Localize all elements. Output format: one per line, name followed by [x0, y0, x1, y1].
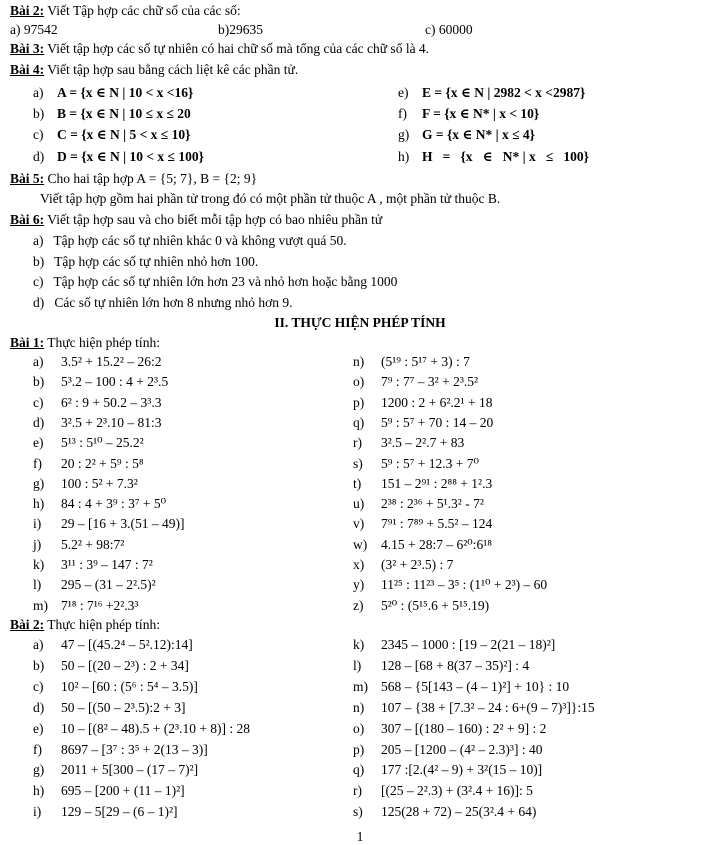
item-expression: 3.5² + 15.2² – 26:2 — [61, 354, 162, 369]
item-label: s) — [353, 804, 363, 820]
calc-exercise-2-heading — [10, 618, 160, 632]
calc-item — [33, 659, 189, 673]
item-label: f) — [33, 455, 42, 471]
item-label: r) — [353, 783, 362, 799]
calc-item — [353, 763, 542, 777]
item-label: s) — [353, 455, 363, 471]
calc-item — [353, 396, 492, 410]
calc-item — [33, 743, 208, 757]
calc-item — [353, 599, 489, 613]
list-item: c) Tập hợp các số tự nhiên lớn hơn 23 và nhỏ hơn hoặc bằng 1000 — [33, 274, 398, 289]
calc-item — [353, 375, 478, 389]
item-label: p) — [353, 741, 365, 757]
item-label: d) — [33, 414, 45, 430]
item-label: c) — [33, 394, 44, 410]
item-label: q) — [353, 762, 365, 778]
calc-item — [33, 396, 161, 410]
item-expression: [(25 – 2².3) + (3².4 + 16)]: 5 — [381, 783, 533, 799]
calc-item — [33, 375, 168, 389]
item-expression: 100 : 5² + 7.3² — [61, 475, 138, 491]
item-expression: 20 : 2² + 5⁹ : 5⁸ — [61, 455, 144, 471]
calc-item — [353, 436, 464, 450]
calc-item — [353, 457, 479, 471]
item-expression: 4.15 + 28:7 – 6²⁰:6¹⁸ — [381, 536, 492, 552]
calc-item — [33, 578, 156, 592]
item-expression: 8697 – [3⁷ : 3⁵ + 2(13 – 3)] — [61, 741, 208, 757]
list-item: a) Tập hợp các số tự nhiên khác 0 và không vượt quá 50. — [33, 233, 347, 248]
item-label: r) — [353, 435, 362, 451]
calc-item — [33, 457, 144, 471]
item-expression: 7¹⁸ : 7¹⁶ +2².3³ — [61, 597, 139, 613]
item-expression: 29 – [16 + 3.(51 – 49)] — [61, 516, 185, 532]
calc-item — [33, 722, 250, 736]
item-label: i) — [33, 516, 42, 532]
item-expression: 10 – [(8² – 48).5 + (2³.10 + 8)] : 28 — [61, 720, 251, 736]
calc-item — [33, 701, 186, 715]
item-label: a) — [33, 637, 44, 652]
item-label: x) — [353, 557, 365, 572]
item-expression: 695 – [200 + (11 – 1)²] — [61, 783, 185, 799]
item-label: h) — [33, 783, 45, 799]
calc-item — [353, 805, 536, 819]
exercise-title: Bài 5: — [10, 171, 45, 186]
exercise-title: Bài 4: — [10, 62, 45, 77]
calc-item — [33, 436, 144, 450]
set-item-b: b) B = {x ∈ N | 10 ≤ x ≤ 20 — [33, 106, 191, 121]
calc-item — [33, 763, 198, 777]
calc-item — [353, 638, 555, 652]
calc-item — [353, 722, 546, 736]
item-label: k) — [33, 557, 45, 572]
section-heading: II. THỰC HIỆN PHÉP TÍNH — [274, 315, 446, 330]
calc-item — [33, 477, 138, 491]
item-expression: 5⁹ : 5⁷ + 12.3 + 7⁰ — [381, 455, 479, 471]
item-expression: 2011 + 5[300 – (17 – 7)²] — [61, 762, 199, 778]
calc-item — [353, 701, 595, 715]
calc-item — [353, 743, 542, 757]
item-expression: 3¹¹ : 3⁹ – 147 : 7² — [61, 557, 153, 572]
item-label: o) — [353, 720, 365, 736]
set-item-e: e) E = {x ∈ N | 2982 < x <2987} — [398, 85, 586, 100]
item-expression: 107 – {38 + [7.3² – 24 : 6+(9 – 7)³]}:15 — [381, 699, 595, 715]
calc-item — [353, 578, 547, 592]
calc-item — [33, 538, 124, 552]
exercise-text: Cho hai tập hợp A = {5; 7}, B = {2; 9} — [44, 171, 258, 186]
exercise-2-b: b)29635 — [218, 22, 263, 37]
calc-item — [353, 680, 569, 694]
item-expression: 84 : 4 + 3⁹ : 3⁷ + 5⁰ — [61, 496, 167, 512]
item-expression: 1200 : 2 + 6².2¹ + 18 — [381, 394, 493, 410]
item-expression: 2³⁸ : 2³⁶ + 5¹.3² - 7² — [381, 496, 484, 512]
calc-item — [33, 355, 161, 369]
page-number: 1 — [356, 829, 364, 844]
exercise-text: Viết tập hợp sau và cho biết mỗi tập hợp có bao nhiêu phần tử — [44, 212, 383, 227]
calc-item — [33, 517, 184, 531]
exercise-title: Bài 1: — [10, 335, 45, 350]
item-expression: 50 – [(50 – 2³.5):2 + 3] — [61, 699, 186, 715]
item-label: l) — [33, 577, 42, 593]
item-label: q) — [353, 414, 365, 430]
calc-item — [353, 497, 484, 511]
item-label: t) — [353, 475, 362, 491]
exercise-3-heading — [10, 42, 429, 56]
item-expression: 205 – [1200 – (4² – 2.3)³] : 40 — [381, 741, 543, 757]
item-expression: 47 – [(45.2⁴ – 5².12):14] — [61, 637, 193, 652]
item-label: b) — [33, 657, 45, 673]
item-expression: 5¹³ : 5¹⁰ – 25.2² — [61, 435, 144, 451]
calc-item — [33, 805, 178, 819]
calc-item — [353, 659, 529, 673]
calc-item — [33, 784, 185, 798]
set-item-g: g) G = {x ∈ N* | x ≤ 4} — [398, 127, 535, 142]
calc-exercise-1-heading — [10, 336, 160, 350]
calc-item — [33, 558, 153, 572]
item-expression: 11²⁵ : 11²³ – 3⁵ : (1¹⁰ + 2³) – 60 — [381, 577, 548, 593]
exercise-text: Viết Tập hợp các chữ số của các số: — [44, 3, 241, 18]
calc-item — [353, 477, 492, 491]
item-label: z) — [353, 597, 364, 613]
item-expression: 129 – 5[29 – (6 – 1)²] — [61, 804, 178, 820]
item-label: n) — [353, 699, 365, 715]
calc-item — [353, 538, 492, 552]
item-expression: 295 – (31 – 2².5)² — [61, 577, 156, 593]
item-expression: 5³.2 – 100 : 4 + 2³.5 — [61, 374, 169, 390]
item-label: v) — [353, 516, 365, 532]
item-expression: 177 :[2.(4² – 9) + 3²(15 – 10)] — [381, 762, 543, 778]
exercise-text: Thực hiện phép tính: — [44, 335, 160, 350]
item-label: b) — [33, 374, 45, 390]
set-item-a: a) A = {x ∈ N | 10 < x <16} — [33, 85, 194, 100]
item-expression: 568 – {5[143 – (4 – 1)²] + 10} : 10 — [381, 678, 570, 694]
item-label: p) — [353, 394, 365, 410]
item-expression: 3².5 + 2³.10 – 81:3 — [61, 414, 162, 430]
exercise-text: Thực hiện phép tính: — [44, 617, 160, 632]
item-label: g) — [33, 475, 45, 491]
item-label: d) — [33, 699, 45, 715]
item-expression: 125(28 + 72) – 25(3².4 + 64) — [381, 804, 537, 820]
calc-item — [33, 497, 166, 511]
item-label: o) — [353, 374, 365, 390]
list-item: d) Các số tự nhiên lớn hơn 8 nhưng nhỏ hơn 9. — [33, 295, 293, 310]
exercise-6-heading — [10, 213, 382, 227]
calc-item — [33, 638, 193, 652]
list-item: b) Tập hợp các số tự nhiên nhỏ hơn 100. — [33, 254, 259, 269]
exercise-2-a: a) 97542 — [10, 22, 58, 37]
exercise-text: Viết tập hợp các số tự nhiên có hai chữ số mà tổng của các chữ số là 4. — [44, 41, 430, 56]
item-label: e) — [33, 720, 44, 736]
item-label: i) — [33, 804, 42, 820]
exercise-5-text: Viết tập hợp gồm hai phần tử trong đó có một phần tử thuộc A , một phần tử thuộc B. — [40, 191, 501, 206]
calc-item — [33, 680, 198, 694]
calc-item — [353, 416, 493, 430]
item-expression: 5⁹ : 5⁷ + 70 : 14 – 20 — [381, 414, 494, 430]
exercise-title: Bài 3: — [10, 41, 45, 56]
item-expression: 5.2² + 98:7² — [61, 536, 125, 552]
item-label: a) — [33, 354, 44, 369]
item-expression: (3² + 2³.5) : 7 — [381, 557, 454, 572]
item-expression: 50 – [(20 – 2³) : 2 + 34] — [61, 657, 189, 673]
exercise-text: Viết tập hợp sau bằng cách liệt kê các phần tử. — [44, 62, 299, 77]
exercise-title: Bài 2: — [10, 3, 45, 18]
item-label: h) — [33, 496, 45, 512]
calc-item — [353, 355, 470, 369]
item-label: y) — [353, 577, 365, 593]
item-label: e) — [33, 435, 44, 451]
calc-item — [33, 599, 138, 613]
item-expression: 2345 – 1000 : [19 – 2(21 – 18)²] — [381, 637, 556, 652]
exercise-4-heading — [10, 63, 298, 77]
item-expression: 307 – [(180 – 160) : 2² + 9] : 2 — [381, 720, 547, 736]
item-label: u) — [353, 496, 365, 512]
item-expression: (5¹⁹ : 5¹⁷ + 3) : 7 — [381, 354, 470, 369]
item-label: n) — [353, 354, 365, 369]
exercise-2-c: c) 60000 — [425, 22, 473, 37]
item-label: g) — [33, 762, 45, 778]
item-label: l) — [353, 657, 362, 673]
exercise-title: Bài 2: — [10, 617, 45, 632]
set-item-c: c) C = {x ∈ N | 5 < x ≤ 10} — [33, 127, 191, 142]
item-label: m) — [33, 597, 48, 613]
exercise-2-heading — [10, 4, 241, 18]
item-label: k) — [353, 637, 365, 652]
calc-item — [353, 517, 492, 531]
item-label: j) — [33, 536, 42, 552]
set-item-h: h) H = {x ∈ N* | x ≤ 100} — [398, 149, 589, 164]
item-expression: 3².5 – 2².7 + 83 — [381, 435, 465, 451]
calc-item — [353, 558, 453, 572]
item-expression: 7⁹ : 7⁷ – 3² + 2³.5² — [381, 374, 479, 390]
item-expression: 151 – 2⁹¹ : 2⁸⁸ + 1².3 — [381, 475, 493, 491]
set-item-f: f) F = {x ∈ N* | x < 10} — [398, 106, 540, 121]
exercise-title: Bài 6: — [10, 212, 45, 227]
set-item-d: d) D = {x ∈ N | 10 < x ≤ 100} — [33, 149, 204, 164]
item-expression: 5²⁰ : (5¹⁵.6 + 5¹⁵.19) — [381, 597, 490, 613]
calc-item — [353, 784, 533, 798]
item-label: f) — [33, 741, 42, 757]
item-expression: 6² : 9 + 50.2 – 3³.3 — [61, 394, 162, 410]
exercise-5-heading — [10, 172, 257, 186]
item-label: c) — [33, 678, 44, 694]
item-label: m) — [353, 678, 368, 694]
item-expression: 128 – [68 + 8(37 – 35)²] : 4 — [381, 657, 530, 673]
item-label: w) — [353, 536, 368, 552]
calc-item — [33, 416, 161, 430]
item-expression: 10² – [60 : (5⁶ : 5⁴ – 3.5)] — [61, 678, 198, 694]
item-expression: 7⁹¹ : 7⁸⁹ + 5.5² – 124 — [381, 516, 493, 532]
